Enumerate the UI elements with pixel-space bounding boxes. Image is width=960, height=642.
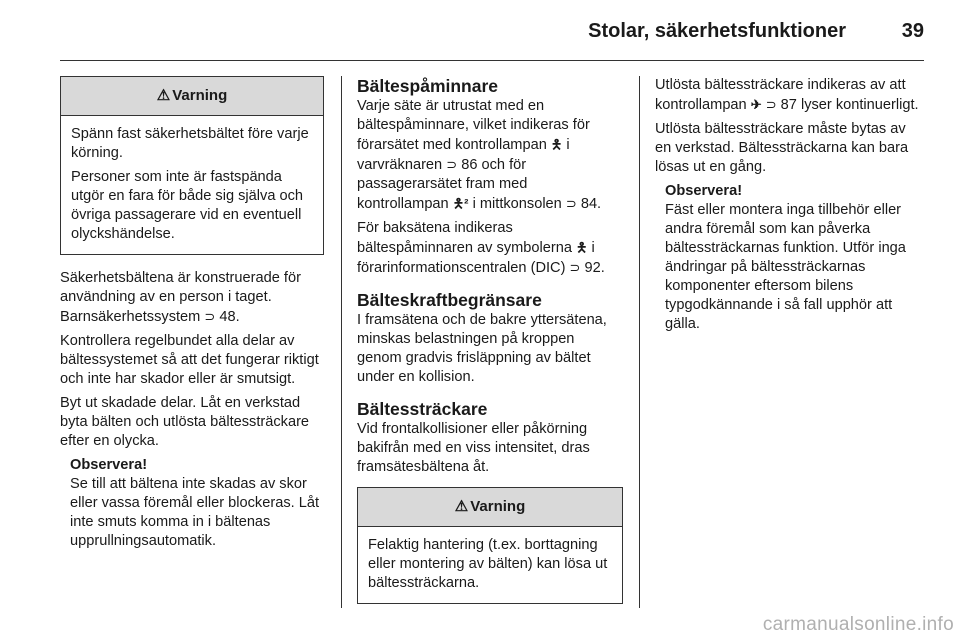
paragraph: [655, 76, 925, 115]
page-reference: 86: [461, 157, 478, 173]
paragraph-text: i förarinformationscentralen (DIC): [357, 240, 595, 276]
warning-body: [61, 116, 323, 254]
warning-title: Varning: [470, 498, 526, 515]
paragraph-text: Varje säte är utrustat med en bältespåminnare, vilket indikeras för förarsätet med kontrollampan: [357, 98, 590, 153]
paragraph: Byt ut skadade delar. Låt en verkstad byta bälten och utlösta bältessträckare efter en olycka.: [60, 395, 310, 449]
ref-arrow-icon: ⊃: [565, 196, 577, 211]
paragraph-text: För baksätena indikeras bältespåminnaren av symbolerna: [357, 220, 577, 256]
paragraph: I framsätena och de bakre yttersätena, minskas belastningen på kroppen genom gradvis frisläppning av bältet under en kollision.: [357, 312, 607, 385]
watermark: carmanualsonline.info: [762, 614, 954, 635]
paragraph-text: i mittkonsolen: [468, 196, 566, 212]
section-heading: Bälteskraftbegränsare: [357, 290, 542, 310]
warning-paragraph: Personer som inte är fastspända utgör en fara för både sig själva och övriga passagerare vid en eventuell olyckshändelse.: [71, 169, 304, 242]
section-heading: Bältespåminnare: [357, 76, 499, 96]
paragraph: [60, 269, 324, 327]
note: [655, 182, 925, 334]
section-heading: Bältessträckare: [357, 399, 488, 419]
page-reference: 48.: [219, 309, 240, 325]
warning-box: [357, 487, 623, 604]
warning-header: [61, 77, 323, 116]
warning-paragraph: Felaktig hantering (t.ex. borttagning eller montering av bälten) kan lösa ut bältessträckarna.: [368, 537, 608, 591]
seatbelt-passenger-icon: 🯅²: [452, 196, 469, 211]
ref-arrow-icon: ⊃: [446, 157, 458, 172]
ref-arrow-icon: ⊃: [204, 309, 216, 324]
paragraph: [357, 219, 623, 278]
paragraph-text: och för passagerarsätet fram med kontrollampan: [357, 157, 528, 212]
ref-arrow-icon: ⊃: [765, 97, 777, 112]
paragraph: Utlösta bältessträckare måste bytas av en verkstad. Bältessträckarna kan bara lösas ut en gång.: [655, 121, 909, 175]
warning-title: Varning: [172, 87, 228, 104]
warning-paragraph: Spänn fast säkerhetsbältet före varje körning.: [71, 126, 309, 161]
column-3: [655, 76, 925, 334]
column-divider: [639, 76, 640, 608]
warning-triangle-icon: ⚠: [156, 87, 171, 104]
seatbelt-icon: 🯅: [550, 137, 563, 152]
header-rule: [60, 60, 924, 61]
page-reference: 84.: [580, 196, 602, 212]
ref-arrow-icon: ⊃: [569, 260, 581, 275]
warning-box: [60, 76, 324, 255]
note-title: Observera!: [665, 183, 743, 199]
page-header: [60, 14, 924, 62]
warning-header: [358, 488, 622, 527]
page-reference: 92.: [584, 260, 605, 276]
paragraph-text: Säkerhetsbältena är konstruerade för användning av en person i taget. Barnsäkerhetssystem: [60, 270, 301, 325]
page-title: Stolar, säkerhetsfunktioner: [588, 20, 846, 42]
paragraph-text: lyser kontinuerligt.: [796, 97, 919, 113]
warning-triangle-icon: ⚠: [454, 498, 469, 515]
page-reference: 87: [780, 97, 797, 113]
seatbelt-icon: 🯅: [576, 240, 588, 255]
page-number: 39: [901, 20, 924, 42]
paragraph: Kontrollera regelbundet alla delar av bältessystemet så att det fungerar riktigt och inte har skador eller är smutsigt.: [60, 333, 319, 387]
column-2: [357, 76, 623, 618]
note-title: Observera!: [70, 457, 148, 473]
paragraph-text: Utlösta bältessträckare indikeras av att kontrollampan: [655, 77, 906, 113]
paragraph: Vid frontalkollisioner eller påkörning bakifrån med en viss intensitet, dras framsätesbältena åt.: [357, 421, 590, 475]
column-divider: [341, 76, 342, 608]
warning-body: [358, 527, 622, 603]
paragraph: [357, 97, 623, 214]
note: [60, 456, 324, 551]
note-text: Se till att bältena inte skadas av skor eller vassa föremål eller blockeras. Låt inte smuts komma in i bältenas upprullningsautomatik.: [70, 476, 320, 549]
note-text: Fäst eller montera inga tillbehör eller andra föremål som kan påverka bältessträckarnas funktion. Utför inga ändringar på bältessträckarnas komponenter eftersom bilens typgodkännande i så fall upphör att gälla.: [665, 202, 906, 332]
paragraph-text: i varvräknaren: [357, 137, 570, 173]
pretensioner-icon: ✈: [750, 97, 762, 112]
column-1: [60, 76, 324, 551]
